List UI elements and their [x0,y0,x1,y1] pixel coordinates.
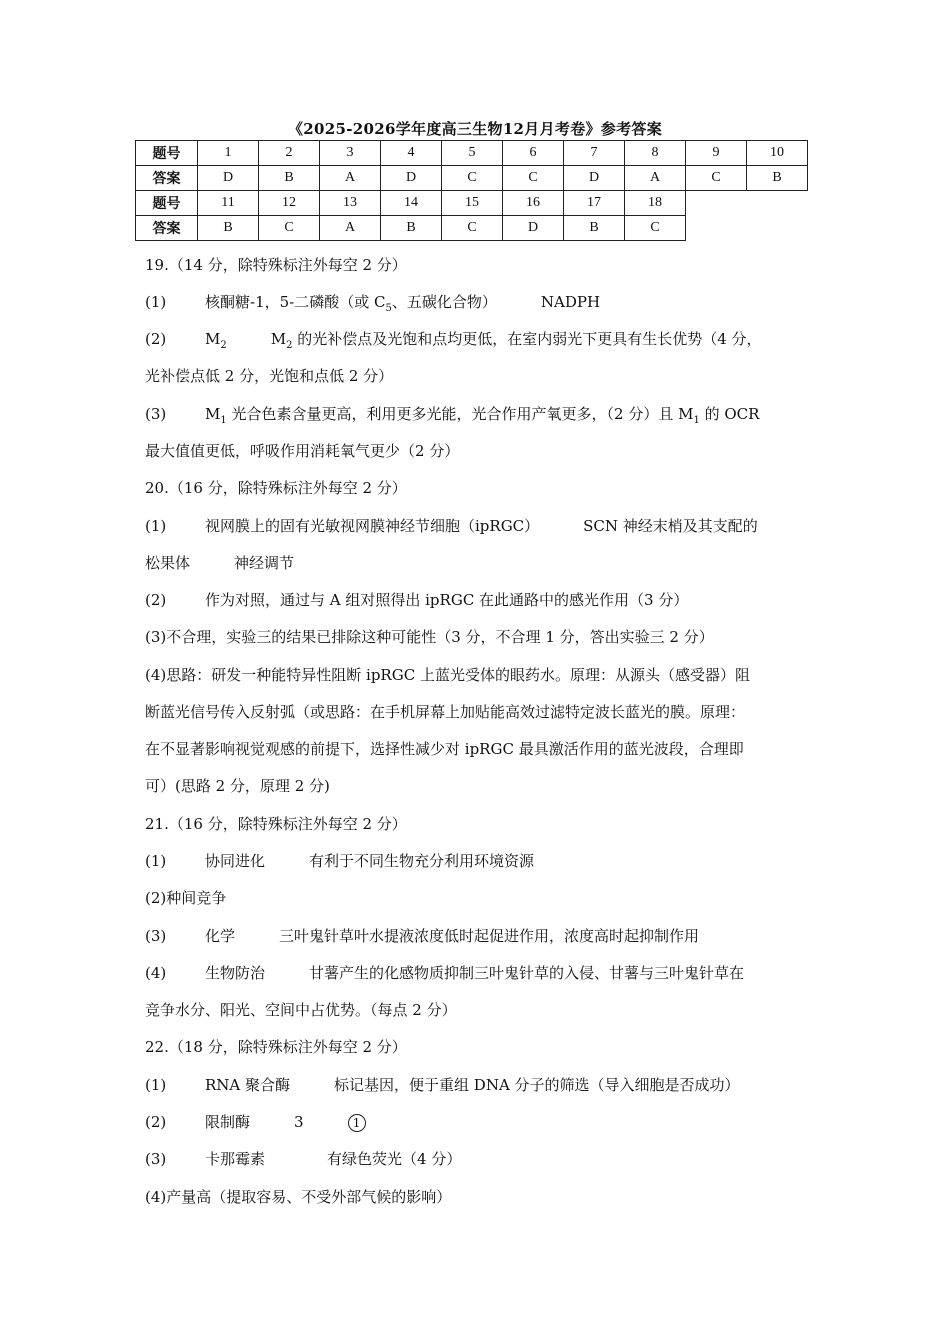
answer-text: 、五碳化合物） [391,293,497,311]
blank-cell [747,216,808,241]
cell: 10 [747,141,808,166]
circled-number: 1 [348,1114,366,1132]
answer-text: 的光补偿点及光饱和点均更低，在室内弱光下更具有生长优势（4 分， [292,330,762,348]
cell: D [381,166,442,191]
answer-text: 视网膜上的固有光敏视网膜神经节细胞（ipRGC） [205,517,540,535]
cell: 4 [381,141,442,166]
cell: C [686,166,747,191]
part-number: (3) [145,405,167,423]
q19-part2-cont: 光补偿点低 2 分，光饱和点低 2 分） [145,367,394,385]
cell: D [198,166,259,191]
cell: D [503,216,564,241]
part-number: (4) [145,964,167,982]
cell: C [259,216,320,241]
cell: A [320,166,381,191]
q20-part4-cont: 断蓝光信号传入反射弧（或思路：在手机屏幕上加贴能高效过滤特定波长蓝光的膜。原理： [145,703,746,721]
blank-cell [686,216,747,241]
cell: 8 [625,141,686,166]
answer-text: 协同进化 [205,852,266,870]
part-number: (1) [145,293,167,311]
header-answer: 答案 [136,216,198,241]
q19-heading: 19.（14 分，除特殊标注外每空 2 分） [145,256,407,274]
part-number: (2) [145,591,167,609]
answer-text: 有绿色荧光（4 分） [327,1150,462,1168]
cell: D [564,166,625,191]
part-number: (1) [145,517,167,535]
table-row [136,141,808,166]
answer-text: 的 OCR [699,405,760,423]
answer-text: M [205,330,221,348]
q21-part4-cont: 竞争水分、阳光、空间中占优势。（每点 2 分） [145,1001,457,1019]
q21-part2: (2)种间竞争 [145,889,227,907]
cell: 9 [686,141,747,166]
cell: A [320,216,381,241]
q22-heading: 22.（18 分，除特殊标注外每空 2 分） [145,1038,407,1056]
cell: 12 [259,191,320,216]
cell: C [503,166,564,191]
answer-text: RNA 聚合酶 [205,1076,291,1094]
subscript: 1 [220,415,227,426]
q20-part2 [145,589,688,610]
q19-part3-cont: 最大值值更低，呼吸作用消耗氧气更少（2 分） [145,442,460,460]
answer-text: 核酮糖-1，5-二磷酸（或 C [205,293,386,311]
part-number: (3) [145,1150,167,1168]
cell: C [442,166,503,191]
cell: B [564,216,625,241]
subscript: 5 [385,303,392,314]
q21-heading: 21.（16 分，除特殊标注外每空 2 分） [145,815,407,833]
q21-part4 [145,962,744,983]
blank-cell [686,191,747,216]
q19-part1 [145,291,600,314]
q22-part1 [145,1074,740,1095]
table-row [136,216,808,241]
table-row [136,191,808,216]
answer-text: 卡那霉素 [205,1150,266,1168]
cell: 5 [442,141,503,166]
answer-text: 限制酶 [205,1113,251,1131]
cell: 14 [381,191,442,216]
answer-text: 松果体 [145,554,191,572]
answer-text: 作为对照，通过与 A 组对照得出 ipRGC 在此通路中的感光作用（3 分） [205,591,689,609]
answer-text: 标记基因，便于重组 DNA 分子的筛选（导入细胞是否成功） [334,1076,740,1094]
q21-part1 [145,850,534,871]
q20-part4-cont: 可）(思路 2 分，原理 2 分) [145,777,330,795]
answer-text: 生物防治 [205,964,266,982]
q19-part3 [145,403,759,426]
cell: 17 [564,191,625,216]
answer-text: SCN 神经末梢及其支配的 [583,517,758,535]
page-title: 《2025-2026学年度高三生物12月月考卷》参考答案 [288,120,662,138]
header-question: 题号 [136,141,198,166]
q20-heading: 20.（16 分，除特殊标注外每空 2 分） [145,479,407,497]
q20-part3: (3)不合理，实验三的结果已排除这种可能性（3 分，不合理 1 分，答出实验三 2 分） [145,628,714,646]
answer-table [135,140,808,241]
q20-part1 [145,515,758,536]
q22-part3 [145,1148,461,1169]
subscript: 1 [693,415,700,426]
cell: 6 [503,141,564,166]
subscript: 2 [220,340,227,351]
subscript: 2 [286,340,293,351]
part-number: (3) [145,927,167,945]
cell: B [747,166,808,191]
answer-text: 3 [294,1113,304,1131]
q20-part4-cont: 在不显著影响视觉观感的前提下，选择性减少对 ipRGC 最具激活作用的蓝光波段，合理即 [145,740,744,758]
answer-text: NADPH [540,293,601,311]
table-row [136,166,808,191]
answer-text: 甘薯产生的化感物质抑制三叶鬼针草的入侵、甘薯与三叶鬼针草在 [309,964,745,982]
q19-part2 [145,328,762,351]
cell: 7 [564,141,625,166]
cell: 13 [320,191,381,216]
cell: 11 [198,191,259,216]
answer-text: M [205,405,221,423]
part-number: (1) [145,1076,167,1094]
cell: A [625,166,686,191]
cell: 15 [442,191,503,216]
q20-part1-cont [145,552,294,573]
cell: 16 [503,191,564,216]
answer-text: 有利于不同生物充分利用环境资源 [309,852,535,870]
cell: 1 [198,141,259,166]
answer-text: 光合色素含量更高，利用更多光能，光合作用产氧更多，（2 分）且 M [226,405,694,423]
cell: 2 [259,141,320,166]
answer-text: M [270,330,287,348]
q22-part2 [145,1111,366,1132]
blank-cell [747,191,808,216]
cell: C [442,216,503,241]
cell: 18 [625,191,686,216]
cell: 3 [320,141,381,166]
answer-text: 三叶鬼针草叶水提液浓度低时起促进作用，浓度高时起抑制作用 [279,927,700,945]
part-number: (2) [145,1113,167,1131]
cell: B [259,166,320,191]
header-answer: 答案 [136,166,198,191]
cell: C [625,216,686,241]
cell: B [198,216,259,241]
q21-part3 [145,925,699,946]
q22-part4: (4)产量高（提取容易、不受外部气候的影响） [145,1188,452,1206]
q20-part4: (4)思路：研发一种能特异性阻断 ipRGC 上蓝光受体的眼药水。原理：从源头（感受器）阻 [145,666,750,684]
part-number: (1) [145,852,167,870]
answer-text: 化学 [205,927,236,945]
cell: B [381,216,442,241]
answer-text: 神经调节 [234,554,295,572]
part-number: (2) [145,330,167,348]
header-question: 题号 [136,191,198,216]
